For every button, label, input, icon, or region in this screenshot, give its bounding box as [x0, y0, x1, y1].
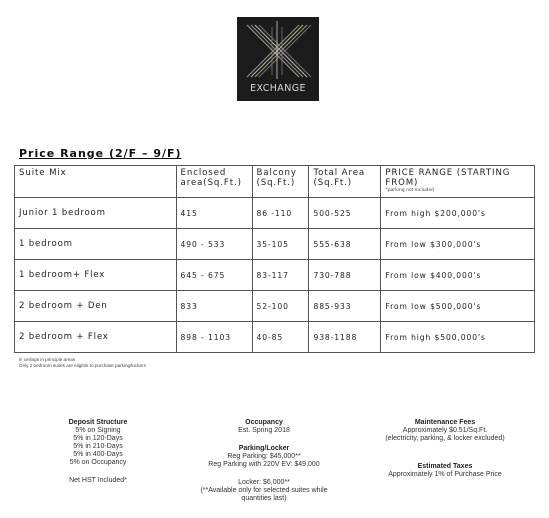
footnote-ceilings: 9' ceilings in principle areas [19, 357, 76, 362]
table-footnotes [19, 357, 146, 368]
exchange-logo [237, 17, 319, 101]
table-row [15, 322, 535, 353]
locker-price: Locker: $6,000** [238, 479, 290, 486]
deposit-item: 5% in 210-Days [73, 443, 123, 450]
enclosed-cell: 415 [176, 198, 252, 229]
balcony-cell: 83-117 [252, 260, 309, 291]
suite-cell: 2 bedroom + Flex [15, 322, 177, 353]
estimated-taxes-title: Estimated Taxes [417, 463, 473, 470]
price-cell: From low $500,000's [381, 291, 535, 322]
total-cell: 500-525 [309, 198, 381, 229]
enclosed-cell: 490 - 533 [176, 229, 252, 260]
header-total-area: Total Area (Sq.Ft.) [309, 166, 381, 198]
occupancy-title: Occupancy [245, 419, 283, 426]
total-cell: 730-788 [309, 260, 381, 291]
header-balcony: Balcony (Sq.Ft.) [252, 166, 309, 198]
balcony-cell: 35-105 [252, 229, 309, 260]
parking-line: Reg Parking with 220V EV: $49,000 [208, 461, 320, 468]
deposit-structure-title: Deposit Structure [68, 419, 128, 426]
parking-locker-title: Parking/Locker [238, 445, 290, 452]
header-enclosed-area: Enclosed area(Sq.Ft.) [176, 166, 252, 198]
occupancy-parking-block [188, 419, 340, 503]
deposit-item: 5% in 120-Days [73, 435, 123, 442]
table-row [15, 198, 535, 229]
deposit-item: 5% on Signing [75, 427, 121, 434]
header-price-range [381, 166, 535, 198]
table-row [15, 291, 535, 322]
maintenance-line: (electricity, parking, & locker excluded) [385, 435, 505, 442]
enclosed-cell: 898 - 1103 [176, 322, 252, 353]
header-price-range-label: PRICE RANGE (STARTING FROM) [385, 168, 511, 188]
price-range-title: Price Range (2/F – 9/F) [19, 147, 182, 160]
table-row [15, 260, 535, 291]
footnote-parking-eligibility: Only 2 bedroom suites are eligible to purchase parking/lockers [19, 362, 146, 368]
maintenance-line: Approximately $0.51/Sq.Ft. [402, 427, 488, 434]
table-row [15, 229, 535, 260]
availability-note: (**Available only for selected suites while [200, 487, 328, 494]
enclosed-cell: 645 - 675 [176, 260, 252, 291]
table-header-row [15, 166, 535, 198]
logo-wordmark: EXCHANGE [250, 83, 306, 94]
net-hst-note: Net HST Included* [69, 477, 127, 484]
occupancy-value: Est. Spring 2018 [238, 427, 290, 434]
balcony-cell: 40-85 [252, 322, 309, 353]
price-cell: From low $300,000's [381, 229, 535, 260]
parking-note: *parking not included [385, 188, 435, 193]
balcony-cell: 52-100 [252, 291, 309, 322]
enclosed-cell: 833 [176, 291, 252, 322]
deposit-structure-block [48, 419, 148, 485]
parking-line: Reg Parking: $45,000** [227, 453, 301, 460]
maintenance-fees-title: Maintenance Fees [414, 419, 476, 426]
total-cell: 885-933 [309, 291, 381, 322]
deposit-item: 5% in 400-Days [73, 451, 123, 458]
availability-note: quantities last) [241, 495, 287, 502]
estimated-taxes-value: Approximately 1% of Purchase Price [388, 471, 502, 478]
deposit-item: 5% on Occupancy [69, 459, 127, 466]
header-suite-mix: Suite Mix [15, 166, 177, 198]
total-cell: 938-1188 [309, 322, 381, 353]
price-cell: From low $400,000's [381, 260, 535, 291]
suite-cell: Junior 1 bedroom [15, 198, 177, 229]
price-cell: From high $500,000's [381, 322, 535, 353]
suite-cell: 1 bedroom [15, 229, 177, 260]
suite-cell: 2 bedroom + Den [15, 291, 177, 322]
total-cell: 555-638 [309, 229, 381, 260]
price-cell: From high $200,000's [381, 198, 535, 229]
price-table [14, 165, 535, 353]
suite-cell: 1 bedroom+ Flex [15, 260, 177, 291]
balcony-cell: 86 -110 [252, 198, 309, 229]
fees-taxes-block [365, 419, 525, 479]
